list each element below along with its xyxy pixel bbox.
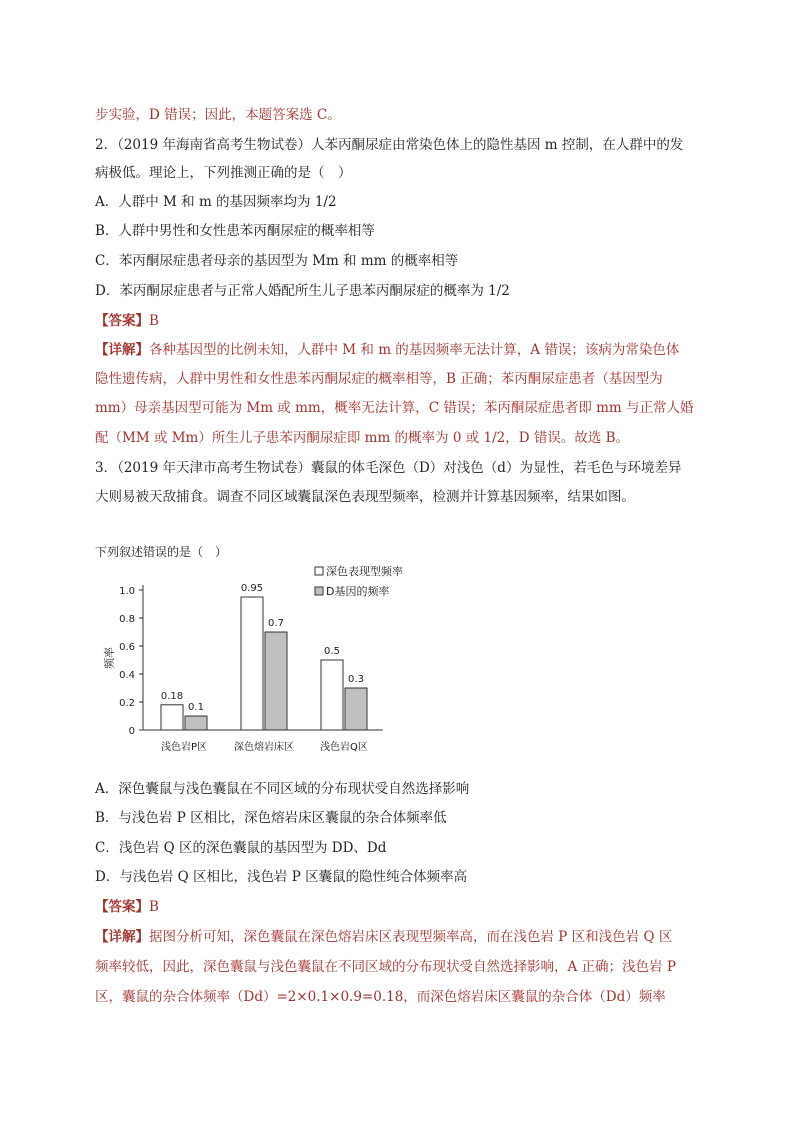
bar-data-label: 0.5 bbox=[324, 646, 340, 657]
answer-tag: 【答案】 bbox=[95, 313, 149, 329]
q2-option-c: C．苯丙酮尿症患者母亲的基因型为 Mm 和 mm 的概率相等 bbox=[95, 253, 459, 269]
q2-explain-line3: mm）母亲基因型可能为 Mm 或 mm，概率无法计算，C 错误；苯丙酮尿症患者即 mm 与正常人婚 bbox=[95, 400, 694, 416]
bar-data-label: 0.3 bbox=[348, 674, 364, 685]
q2-stem-line1: 2．（2019 年海南省高考生物试卷）人苯丙酮尿症由常染色体上的隐性基因 m 控制，在人群中的发 bbox=[95, 137, 684, 153]
bar-data-label: 0.18 bbox=[160, 690, 184, 702]
q3-stem-line2: 大则易被天敌捕食。调查不同区域囊鼠深色表现型频率，检测并计算基因频率，结果如图。 bbox=[95, 489, 635, 505]
bar-data-label: 0.1 bbox=[188, 702, 204, 713]
bar-gene-2 bbox=[345, 688, 367, 730]
q2-stem-line2: 病极低。理论上，下列推测正确的是（ ） bbox=[95, 165, 352, 181]
y-tick-label: 0 bbox=[128, 726, 135, 737]
legend-label: 深色表现型频率 bbox=[326, 565, 403, 578]
bar-data-label: 0.7 bbox=[268, 618, 284, 629]
q2-option-a: A．人群中 M 和 m 的基因频率均为 1/2 bbox=[95, 194, 337, 210]
y-tick-label: 0.8 bbox=[119, 614, 135, 625]
bar-phenotype-1 bbox=[241, 597, 263, 730]
q2-answer bbox=[95, 311, 159, 331]
y-tick-label: 0.4 bbox=[119, 670, 135, 681]
y-tick-label: 0.6 bbox=[119, 642, 135, 653]
q2-option-d: D．苯丙酮尿症患者与正常人婚配所生儿子患苯丙酮尿症的概率为 1/2 bbox=[95, 283, 510, 299]
legend-swatch bbox=[315, 587, 323, 595]
chart-ylabel: 频率 bbox=[103, 647, 116, 669]
bar-phenotype-2 bbox=[321, 660, 343, 730]
prev-answer-tail: 步实验，D 错误；因此，本题答案选 C。 bbox=[95, 107, 341, 123]
answer-value: B bbox=[149, 313, 159, 329]
bar-data-label: 0.95 bbox=[240, 583, 264, 594]
answer-tag: 【答案】 bbox=[95, 899, 149, 915]
q3-option-d: D．与浅色岩 Q 区相比，浅色岩 P 区囊鼠的隐性纯合体频率高 bbox=[95, 869, 468, 885]
x-tick-labels bbox=[161, 740, 368, 753]
x-tick-label: 浅色岩Q区 bbox=[320, 742, 368, 753]
q3-option-a: A．深色囊鼠与浅色囊鼠在不同区域的分布现状受自然选择影响 bbox=[95, 781, 470, 797]
legend bbox=[315, 564, 403, 598]
q3-explain-line3: 区，囊鼠的杂合体频率（Dd）=2×0.1×0.9=0.18，而深色熔岩床区囊鼠的杂合体（Dd）频率 bbox=[95, 989, 666, 1005]
chart-title: 下列叙述错误的是（ ） bbox=[95, 545, 228, 559]
x-tick-label: 深色熔岩床区 bbox=[234, 742, 294, 753]
q3-option-c: C．浅色岩 Q 区的深色囊鼠的基因型为 DD、Dd bbox=[95, 840, 387, 856]
bars bbox=[161, 583, 367, 730]
q3-answer bbox=[95, 897, 159, 917]
q3-option-b: B．与浅色岩 P 区相比，深色熔岩床区囊鼠的杂合体频率低 bbox=[95, 810, 447, 826]
bar-gene-1 bbox=[265, 632, 287, 730]
chart-svg bbox=[95, 540, 435, 765]
y-tick-label: 1.0 bbox=[119, 586, 135, 597]
bar-chart bbox=[95, 540, 435, 765]
legend-label: D基因的频率 bbox=[326, 585, 390, 598]
q2-explain-line4: 配（MM 或 Mm）所生儿子患苯丙酮尿症即 mm 的概率为 0 或 1/2，D 错误。故选 B。 bbox=[95, 430, 630, 446]
q3-explain-line2: 频率较低，因此，深色囊鼠与浅色囊鼠在不同区域的分布现状受自然选择影响，A 正确；浅色岩 P bbox=[95, 959, 676, 975]
legend-swatch bbox=[315, 567, 323, 575]
q3-stem-line1: 3．（2019 年天津市高考生物试卷）囊鼠的体毛深色（D）对浅色（d）为显性，若毛色与环境差异 bbox=[95, 460, 682, 476]
y-ticks bbox=[119, 586, 143, 737]
bar-gene-0 bbox=[185, 716, 207, 730]
x-tick-label: 浅色岩P区 bbox=[160, 742, 208, 753]
y-tick-label: 0.2 bbox=[119, 698, 135, 709]
q2-explain-line2: 隐性遗传病，人群中男性和女性患苯丙酮尿症的概率相等，B 正确；苯丙酮尿症患者（基因型为 bbox=[95, 371, 663, 387]
q3-explain-line1: 【详解】据图分析可知，深色囊鼠在深色熔岩床区表现型频率高，而在浅色岩 P 区和浅色岩 Q 区 bbox=[95, 929, 673, 945]
explain-tag: 【详解】 bbox=[95, 342, 149, 358]
explain-tag: 【详解】 bbox=[95, 929, 149, 945]
q2-option-b: B．人群中男性和女性患苯丙酮尿症的概率相等 bbox=[95, 223, 375, 239]
bar-phenotype-0 bbox=[161, 705, 183, 730]
q2-explain-line1: 【详解】各种基因型的比例未知，人群中 M 和 m 的基因频率无法计算，A 错误；该病为常染色体 bbox=[95, 342, 680, 358]
answer-value: B bbox=[149, 899, 159, 915]
